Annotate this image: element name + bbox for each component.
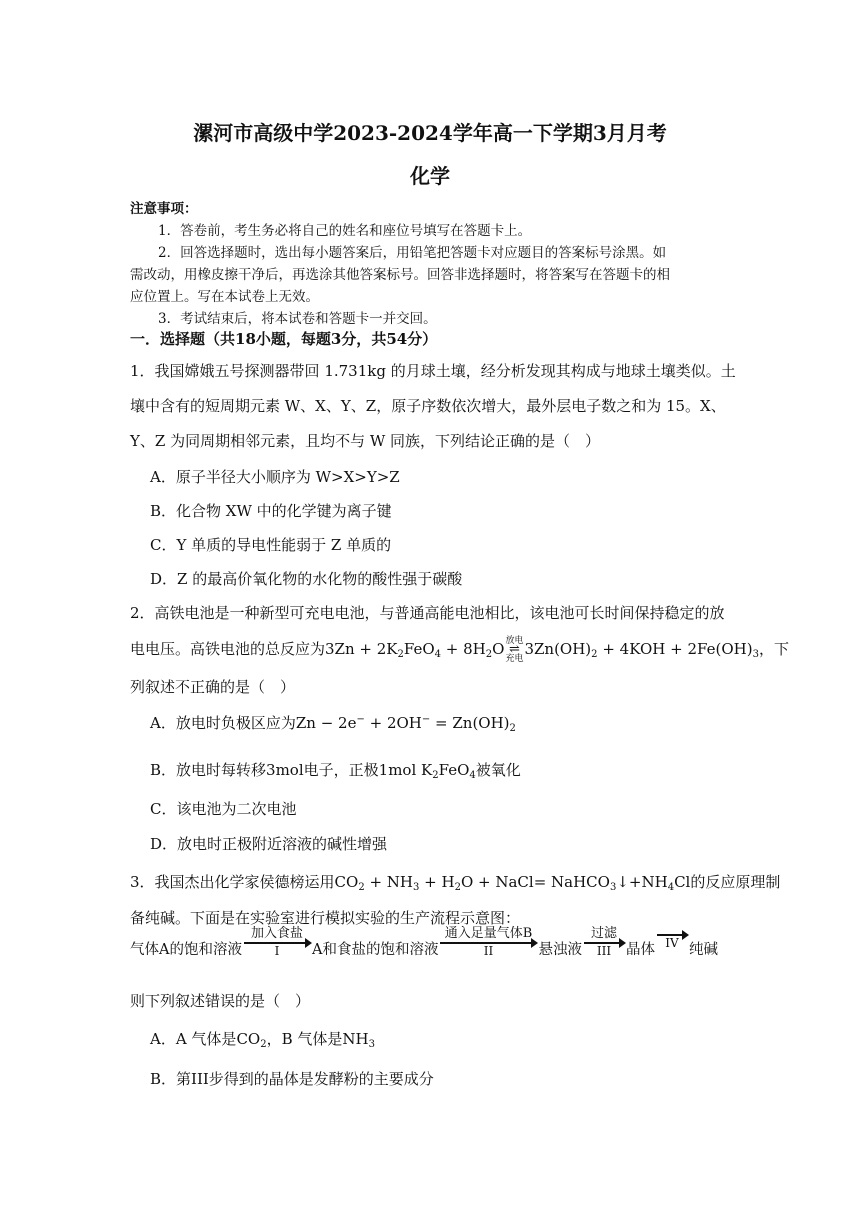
q1-option-c: C．Y 单质的导电性能弱于 Z 单质的 [150, 536, 392, 554]
q1-option-d: D．Z 的最高价氧化物的水化物的酸性强于碳酸 [150, 570, 463, 588]
subject-title: 化学 [410, 164, 450, 188]
q1-line-3: Y、Z 为同周期相邻元素，且均不与 W 同族，下列结论正确的是（ ） [130, 432, 601, 450]
flow-arrow-1: 加入食盐 I [244, 926, 310, 959]
notice-line-1: 1．答卷前，考生务必将自己的姓名和座位号填写在答题卡上。 [158, 223, 532, 239]
q3-option-b: B．第III步得到的晶体是发酵粉的主要成分 [150, 1070, 434, 1088]
flow-node-3: 悬浊液 [538, 942, 582, 958]
flow-node-5: 纯碱 [688, 942, 718, 958]
notice-heading: 注意事项： [130, 201, 198, 217]
notice-line-2c: 应位置上。写在本试卷上无效。 [130, 289, 319, 305]
q2-line-3: 列叙述不正确的是（ ） [130, 678, 296, 696]
q2-option-a: A．放电时负极区应为$Zn - 2e^- + 2OH^- = Zn(OH)_2$ [150, 714, 516, 734]
q2-line-2 [130, 636, 789, 664]
flow-node-1: 气体A的饱和溶液 [130, 942, 242, 958]
q2-line-2-prefix: 电电压。高铁电池的总反应为 [130, 640, 326, 658]
flow-arrow-4: IV [657, 934, 687, 951]
notice-line-2b: 需改动，用橡皮擦干净后，再选涂其他答案标号。回答非选择题时，将答案写在答题卡的相 [130, 267, 670, 283]
notice-line-3: 3．考试结束后，将本试卷和答题卡一并交回。 [158, 311, 437, 327]
q1-option-b: B．化合物 XW 中的化学键为离子键 [150, 502, 392, 520]
q2-option-d: D．放电时正极附近溶液的碱性增强 [150, 835, 388, 853]
q2-line-2-suffix: ，下 [758, 640, 789, 658]
reversible-arrow: 放电 ⇌ 充电 [505, 636, 524, 664]
q2-equation: $3Zn + 2K_2FeO_4 + 8H_2O$ 放电 ⇌ 充电 $3Zn(OH)_2 + 4KOH + 2Fe(OH)_3$ [325, 636, 759, 664]
flow-node-4: 晶体 [625, 942, 655, 958]
q1-option-a: A．原子半径大小顺序为 W>X>Y>Z [150, 468, 400, 486]
notice-line-2a: 2．回答选择题时，选出每小题答案后，用铅笔把答题卡对应题目的答案标号涂黑。如 [158, 245, 667, 261]
q2-line-1: 2．高铁电池是一种新型可充电电池，与普通高能电池相比，该电池可长时间保持稳定的放 [130, 604, 725, 622]
q1-line-1: 1．我国嫦娥五号探测器带回 1.731kg 的月球土壤，经分析发现其构成与地球土壤类似。土 [130, 362, 736, 380]
exam-title: 漯河市高级中学2023-2024学年高一下学期3月月考 [193, 121, 667, 145]
flow-arrow-3: 过滤 III [584, 926, 624, 959]
q3-line-3: 则下列叙述错误的是（ ） [130, 992, 311, 1010]
q2-option-c: C．该电池为二次电池 [150, 800, 297, 818]
q2-option-b: B．放电时每转移3mol电子，正极1mol $K_2FeO_4$被氧化 [150, 761, 521, 781]
q3-line-2: 备纯碱。下面是在实验室进行模拟实验的生产流程示意图： [130, 909, 521, 927]
section-heading: 一．选择题（共18小题，每题3分，共54分） [130, 330, 438, 348]
process-flow [130, 926, 718, 965]
flow-arrow-2: 通入足量气体B II [440, 926, 536, 959]
flow-node-2: A和食盐的饱和溶液 [311, 942, 439, 958]
q3-line-1: 3．我国杰出化学家侯德榜运用$CO_2 + NH_3 + H_2O$ + NaCl= $NaHCO_3↓+NH_4Cl$的反应原理制 [130, 873, 781, 893]
q3-option-a: A．A 气体是$CO_2$，B 气体是$NH_3$ [150, 1030, 375, 1050]
q1-line-2: 壤中含有的短周期元素 W、X、Y、Z，原子序数依次增大，最外层电子数之和为 15。X、 [130, 397, 726, 415]
